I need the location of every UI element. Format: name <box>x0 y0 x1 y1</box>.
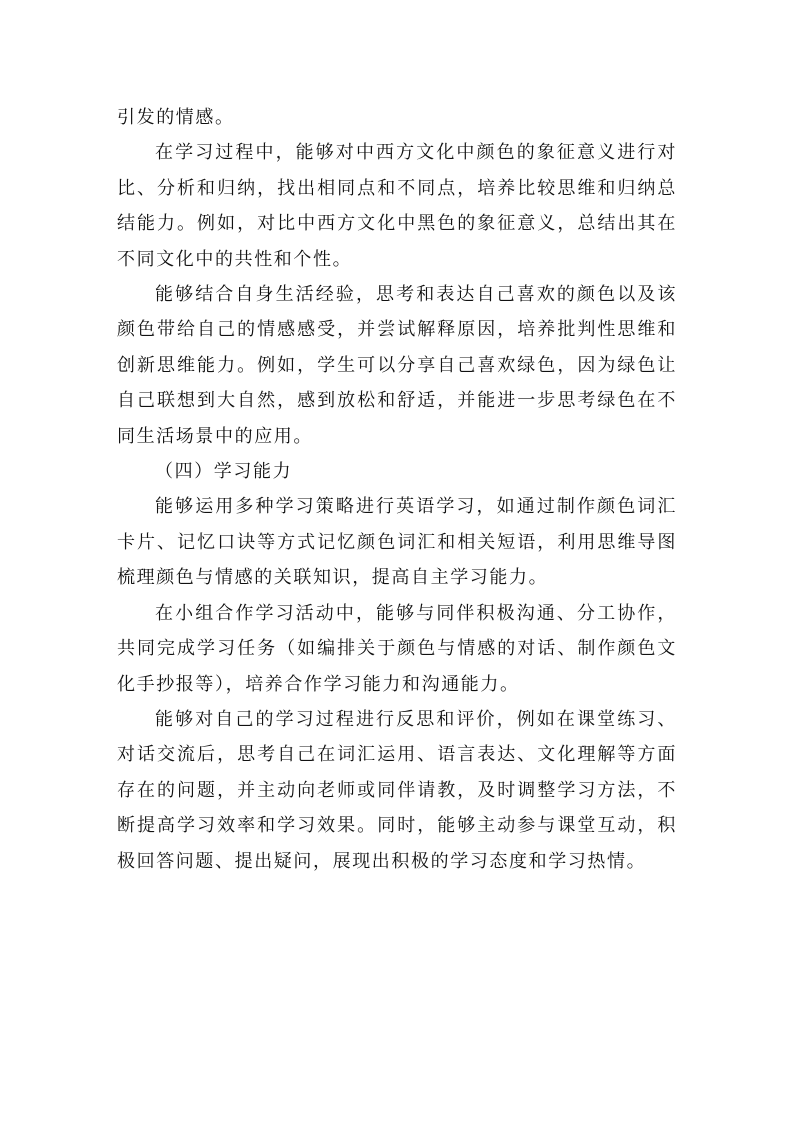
paragraph-group-cooperation: 在小组合作学习活动中，能够与同伴积极沟通、分工协作，共同完成学习任务（如编排关于颜色与情感的对话、制作颜色文化手抄报等），培养合作学习能力和沟通能力。 <box>117 602 677 695</box>
document-page <box>117 100 677 879</box>
paragraph-learning-strategies: 能够运用多种学习策略进行英语学习，如通过制作颜色词汇卡片、记忆口诀等方式记忆颜色词汇和相关短语，利用思维导图梳理颜色与情感的关联知识，提高自主学习能力。 <box>117 496 677 589</box>
paragraph-comparison-thinking: 在学习过程中，能够对中西方文化中颜色的象征意义进行对比、分析和归纳，找出相同点和不同点，培养比较思维和归纳总结能力。例如，对比中西方文化中黑色的象征意义，总结出其在不同文化中的共性和个性。 <box>117 142 677 270</box>
paragraph-reflection: 能够对自己的学习过程进行反思和评价，例如在课堂练习、对话交流后，思考自己在词汇运用、语言表达、文化理解等方面存在的问题，并主动向老师或同伴请教，及时调整学习方法，不断提高学习效率和学习效果。同时，能够主动参与课堂互动，积极回答问题、提出疑问，展现出积极的学习态度和学习热情。 <box>117 708 677 872</box>
paragraph-continuation: 引发的情感。 <box>117 107 235 128</box>
section-heading-learning-ability: （四）学习能力 <box>155 461 293 483</box>
paragraph-critical-thinking: 能够结合自身生活经验，思考和表达自己喜欢的颜色以及该颜色带给自己的情感感受，并尝试解释原因，培养批判性思维和创新思维能力。例如，学生可以分享自己喜欢绿色，因为绿色让自己联想到大自然，感到放松和舒适，并能进一步思考绿色在不同生活场景中的应用。 <box>117 284 677 447</box>
